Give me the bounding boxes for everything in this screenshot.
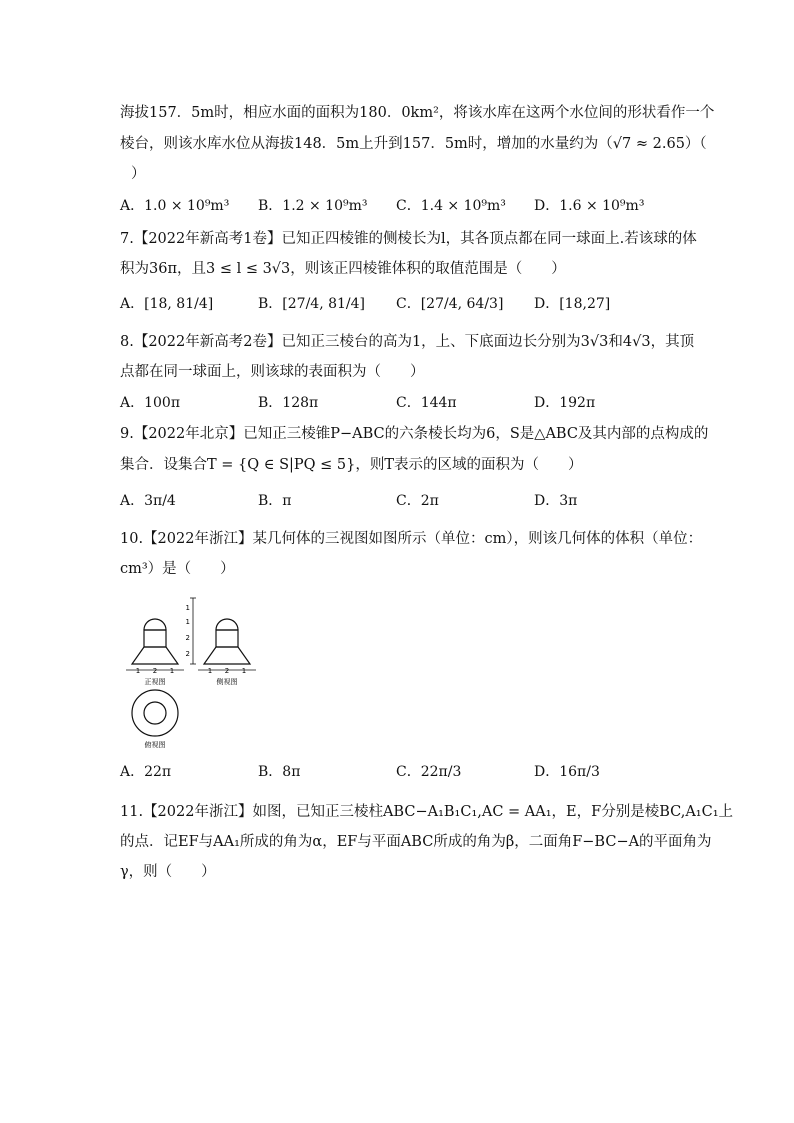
side-view [204, 619, 250, 664]
top-view-outer-circle [132, 690, 178, 736]
dim-front-1: 1 [135, 667, 141, 675]
q7-option-a[interactable]: A．[18, 81/4] [120, 296, 214, 312]
q9-option-c[interactable]: C．2π [396, 493, 439, 509]
q8-option-d[interactable]: D．192π [534, 395, 596, 411]
three-view-figure [118, 594, 288, 754]
q7-line1: 7.【2022年新高考1卷】已知正四棱锥的侧棱长为l，其各顶点都在同一球面上.若该球的体 [120, 231, 697, 247]
dim-side-b-3: 1 [241, 667, 247, 675]
q6-line1: 海拔157．5m时，相应水面的面积为180．0km²，将该水库在这两个水位间的形状看作一个 [120, 105, 715, 121]
q11-line3: γ，则（ ） [120, 864, 216, 880]
q10-option-a[interactable]: A．22π [120, 764, 172, 780]
top-view-label: 俯视图 [144, 741, 166, 749]
q6-line3: ） [131, 166, 146, 182]
q8-option-c[interactable]: C．144π [396, 395, 457, 411]
q7-option-b[interactable]: B．[27/4, 81/4] [258, 296, 365, 312]
q6-option-b[interactable]: B．1.2 × 10⁹m³ [258, 198, 368, 214]
q8-option-b[interactable]: B．128π [258, 395, 319, 411]
dim-front-2: 2 [152, 667, 158, 675]
q11-line1: 11.【2022年浙江】如图，已知正三棱柱ABC−A₁B₁C₁,AC = AA₁，E，F分别是棱BC,A₁C₁上 [120, 804, 734, 820]
three-view-svg [118, 594, 288, 754]
q9-option-b[interactable]: B．π [258, 493, 292, 509]
q8-line1: 8.【2022年新高考2卷】已知正三棱台的高为1，上、下底面边长分别为3√3和4√3，其顶 [120, 334, 695, 350]
dim-front-3: 1 [169, 667, 175, 675]
q7-line2: 积为36π，且3 ≤ l ≤ 3√3，则该正四棱锥体积的取值范围是（ ） [120, 261, 566, 277]
top-view-inner-circle [144, 702, 166, 724]
q10-option-d[interactable]: D．16π/3 [534, 764, 600, 780]
q6-option-d[interactable]: D．1.6 × 10⁹m³ [534, 198, 645, 214]
q10-line2: cm³）是（ ） [120, 561, 235, 577]
q7-option-d[interactable]: D．[18,27] [534, 296, 611, 312]
dim-side-3: 2 [185, 634, 190, 642]
q9-option-d[interactable]: D．3π [534, 493, 578, 509]
q8-option-a[interactable]: A．100π [120, 395, 181, 411]
q11-line2: 的点．记EF与AA₁所成的角为α，EF与平面ABC所成的角为β，二面角F−BC−A的平面角为 [120, 834, 712, 850]
front-view-label: 正视图 [144, 678, 166, 686]
q10-option-b[interactable]: B．8π [258, 764, 301, 780]
q8-line2: 点都在同一球面上，则该球的表面积为（ ） [120, 364, 425, 380]
side-dome [216, 619, 238, 630]
front-dome [144, 619, 166, 630]
q9-line2: 集合．设集合T = {Q ∈ S|PQ ≤ 5}，则T表示的区域的面积为（ ） [120, 457, 583, 473]
dim-side-4: 2 [185, 650, 190, 658]
top-view [132, 690, 178, 736]
q10-option-c[interactable]: C．22π/3 [396, 764, 462, 780]
dim-side-b-1: 1 [207, 667, 213, 675]
dim-side-b-2: 2 [224, 667, 230, 675]
q6-option-c[interactable]: C．1.4 × 10⁹m³ [396, 198, 506, 214]
dim-side-1: 1 [185, 604, 190, 612]
q10-line1: 10.【2022年浙江】某几何体的三视图如图所示（单位：cm），则该几何体的体积（单位： [120, 531, 703, 547]
q9-line1: 9.【2022年北京】已知正三棱锥P−ABC的六条棱长均为6，S是△ABC及其内部的点构成的 [120, 426, 709, 442]
q6-line2: 棱台，则该水库水位从海拔148．5m上升到157．5m时，增加的水量约为（√7 ≈ 2.65）（ [120, 136, 707, 152]
q9-option-a[interactable]: A．3π/4 [120, 493, 176, 509]
side-view-label: 侧视图 [216, 678, 238, 686]
q7-option-c[interactable]: C．[27/4, 64/3] [396, 296, 504, 312]
dim-side-2: 1 [185, 618, 190, 626]
q6-option-a[interactable]: A．1.0 × 10⁹m³ [120, 198, 230, 214]
front-view [132, 619, 178, 664]
